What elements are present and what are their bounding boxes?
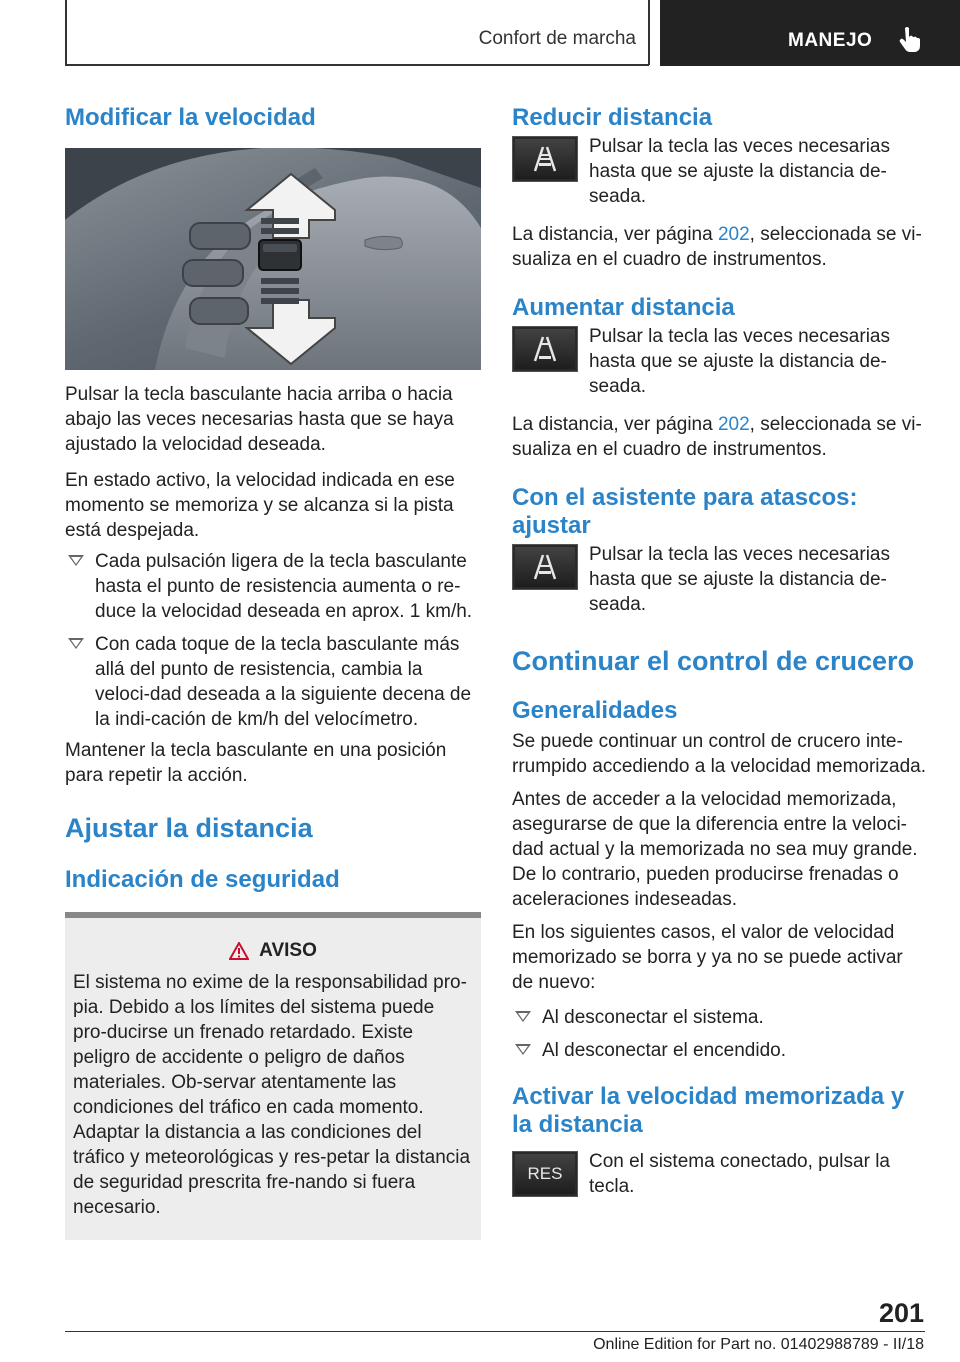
paragraph-antes-acceder: Antes de acceder a la velocidad memorizada, asegurarse de que la diferencia entre la veloci-dad actual y la memorizada no sea muy grande. De lo contrario, pueden producirse frenadas o aceleraciones indeseadas. bbox=[512, 789, 918, 910]
res-key bbox=[512, 1151, 578, 1197]
distance-adjust-icon bbox=[513, 545, 577, 589]
steering-wheel-illustration bbox=[65, 148, 481, 370]
triangle-bullet-icon bbox=[68, 555, 84, 566]
edition-text: Online Edition for Part no. 01402988789 - II/18 bbox=[593, 1336, 924, 1353]
list-item: Al desconectar el sistema. bbox=[512, 1005, 928, 1030]
heading-continuar-control: Continuar el control de crucero bbox=[512, 646, 915, 676]
res-key-label: RES bbox=[527, 1164, 563, 1183]
reducir-reference: La distancia, ver página 202, seleccionada se vi-sualiza en el cuadro de instrumentos. bbox=[512, 224, 922, 270]
left-column bbox=[65, 100, 481, 1240]
right-column bbox=[512, 100, 928, 1201]
traffic-jam-assist-key bbox=[512, 544, 578, 590]
activar-text: Con el sistema conectado, pulsar la tecla. bbox=[589, 1151, 890, 1197]
heading-asistente-atascos: Con el asistente para atascos: ajustar bbox=[512, 484, 858, 539]
distance-reduce-icon bbox=[513, 137, 577, 181]
paragraph-continuar: Se puede continuar un control de crucero inte-rrumpido accediendo a la velocidad memorizada. bbox=[512, 731, 927, 777]
footer-rule bbox=[65, 1331, 925, 1332]
chapter-label: MANEJO bbox=[788, 30, 873, 51]
distance-increase-icon bbox=[513, 327, 577, 371]
list-item: Al desconectar el encendido. bbox=[512, 1038, 928, 1063]
heading-ajustar-distancia: Ajustar la distancia bbox=[65, 813, 313, 843]
page-number: 201 bbox=[878, 1298, 924, 1328]
triangle-bullet-icon bbox=[68, 638, 84, 649]
hand-pointer-icon bbox=[898, 26, 920, 52]
header-rule bbox=[65, 64, 649, 66]
atascos-row bbox=[512, 542, 928, 617]
bullet-list-casos bbox=[512, 1005, 928, 1063]
aumentar-row bbox=[512, 324, 928, 399]
warning-title bbox=[73, 940, 473, 962]
warning-box bbox=[65, 912, 481, 1240]
section-title: Confort de marcha bbox=[478, 28, 636, 49]
header-left-rule bbox=[65, 0, 67, 65]
distance-increase-key bbox=[512, 326, 578, 372]
activar-row bbox=[512, 1149, 928, 1201]
page-link[interactable]: 202 bbox=[717, 224, 750, 245]
warning-body: El sistema no exime de la responsabilidad pro-pia. Debido a los límites del sistema puede pro-ducirse un frenado retardado. Existe peligro de accidente o peligro de daños materiales. Ob-servar atentamente las condiciones del tráfico en cada momento. Adaptar la distancia a las condiciones del tráfico y meteorológicas y res-petar la distancia de seguridad prescrita fre-nando si fuera necesario. bbox=[73, 972, 471, 1218]
paragraph-mantener-tecla: Mantener la tecla basculante en una posición para repetir la acción. bbox=[65, 740, 447, 786]
heading-modificar-velocidad: Modificar la velocidad bbox=[65, 104, 316, 131]
heading-aumentar-distancia: Aumentar distancia bbox=[512, 294, 735, 321]
aumentar-reference: La distancia, ver página 202, seleccionada se vi-sualiza en el cuadro de instrumentos. bbox=[512, 414, 922, 460]
paragraph-estado-activo: En estado activo, la velocidad indicada en ese momento se memoriza y se alcanza si la pista está despejada. bbox=[65, 470, 455, 541]
atascos-text: Pulsar la tecla las veces necesarias hasta que se ajuste la distancia de-seada. bbox=[589, 544, 890, 615]
reducir-row bbox=[512, 134, 928, 209]
steering-wheel-figure bbox=[65, 148, 481, 370]
heading-indicacion-seguridad: Indicación de seguridad bbox=[65, 866, 340, 893]
warning-label: AVISO bbox=[259, 940, 317, 961]
header-right-rule bbox=[648, 0, 650, 65]
warning-triangle-icon bbox=[229, 942, 249, 960]
list-item: Con cada toque de la tecla basculante más allá del punto de resistencia, cambia la veloci-dad deseada a la siguiente decena de la indi-cación de km/h del velocímetro. bbox=[65, 632, 481, 732]
list-item: Cada pulsación ligera de la tecla basculante hasta el punto de resistencia aumenta o re-duce la velocidad deseada en aprox. 1 km/h. bbox=[65, 549, 481, 624]
page-link[interactable]: 202 bbox=[717, 414, 750, 435]
aumentar-text: Pulsar la tecla las veces necesarias hasta que se ajuste la distancia de-seada. bbox=[589, 326, 890, 397]
bullet-list-velocidad bbox=[65, 549, 481, 732]
triangle-bullet-icon bbox=[515, 1044, 531, 1055]
triangle-bullet-icon bbox=[515, 1011, 531, 1022]
heading-reducir-distancia: Reducir distancia bbox=[512, 104, 713, 131]
heading-generalidades: Generalidades bbox=[512, 697, 678, 724]
paragraph-casos: En los siguientes casos, el valor de velocidad memorizado se borra y ya no se puede activar de nuevo: bbox=[512, 922, 903, 993]
paragraph-tecla-basculante: Pulsar la tecla basculante hacia arriba o hacia abajo las veces necesarias hasta que se haya ajustado la velocidad deseada. bbox=[65, 384, 454, 455]
chapter-tab[interactable] bbox=[660, 0, 960, 66]
distance-reduce-key bbox=[512, 136, 578, 182]
heading-activar-velocidad: Activar la velocidad memorizada y la distancia bbox=[512, 1083, 905, 1138]
reducir-text: Pulsar la tecla las veces necesarias hasta que se ajuste la distancia de-seada. bbox=[589, 136, 890, 207]
